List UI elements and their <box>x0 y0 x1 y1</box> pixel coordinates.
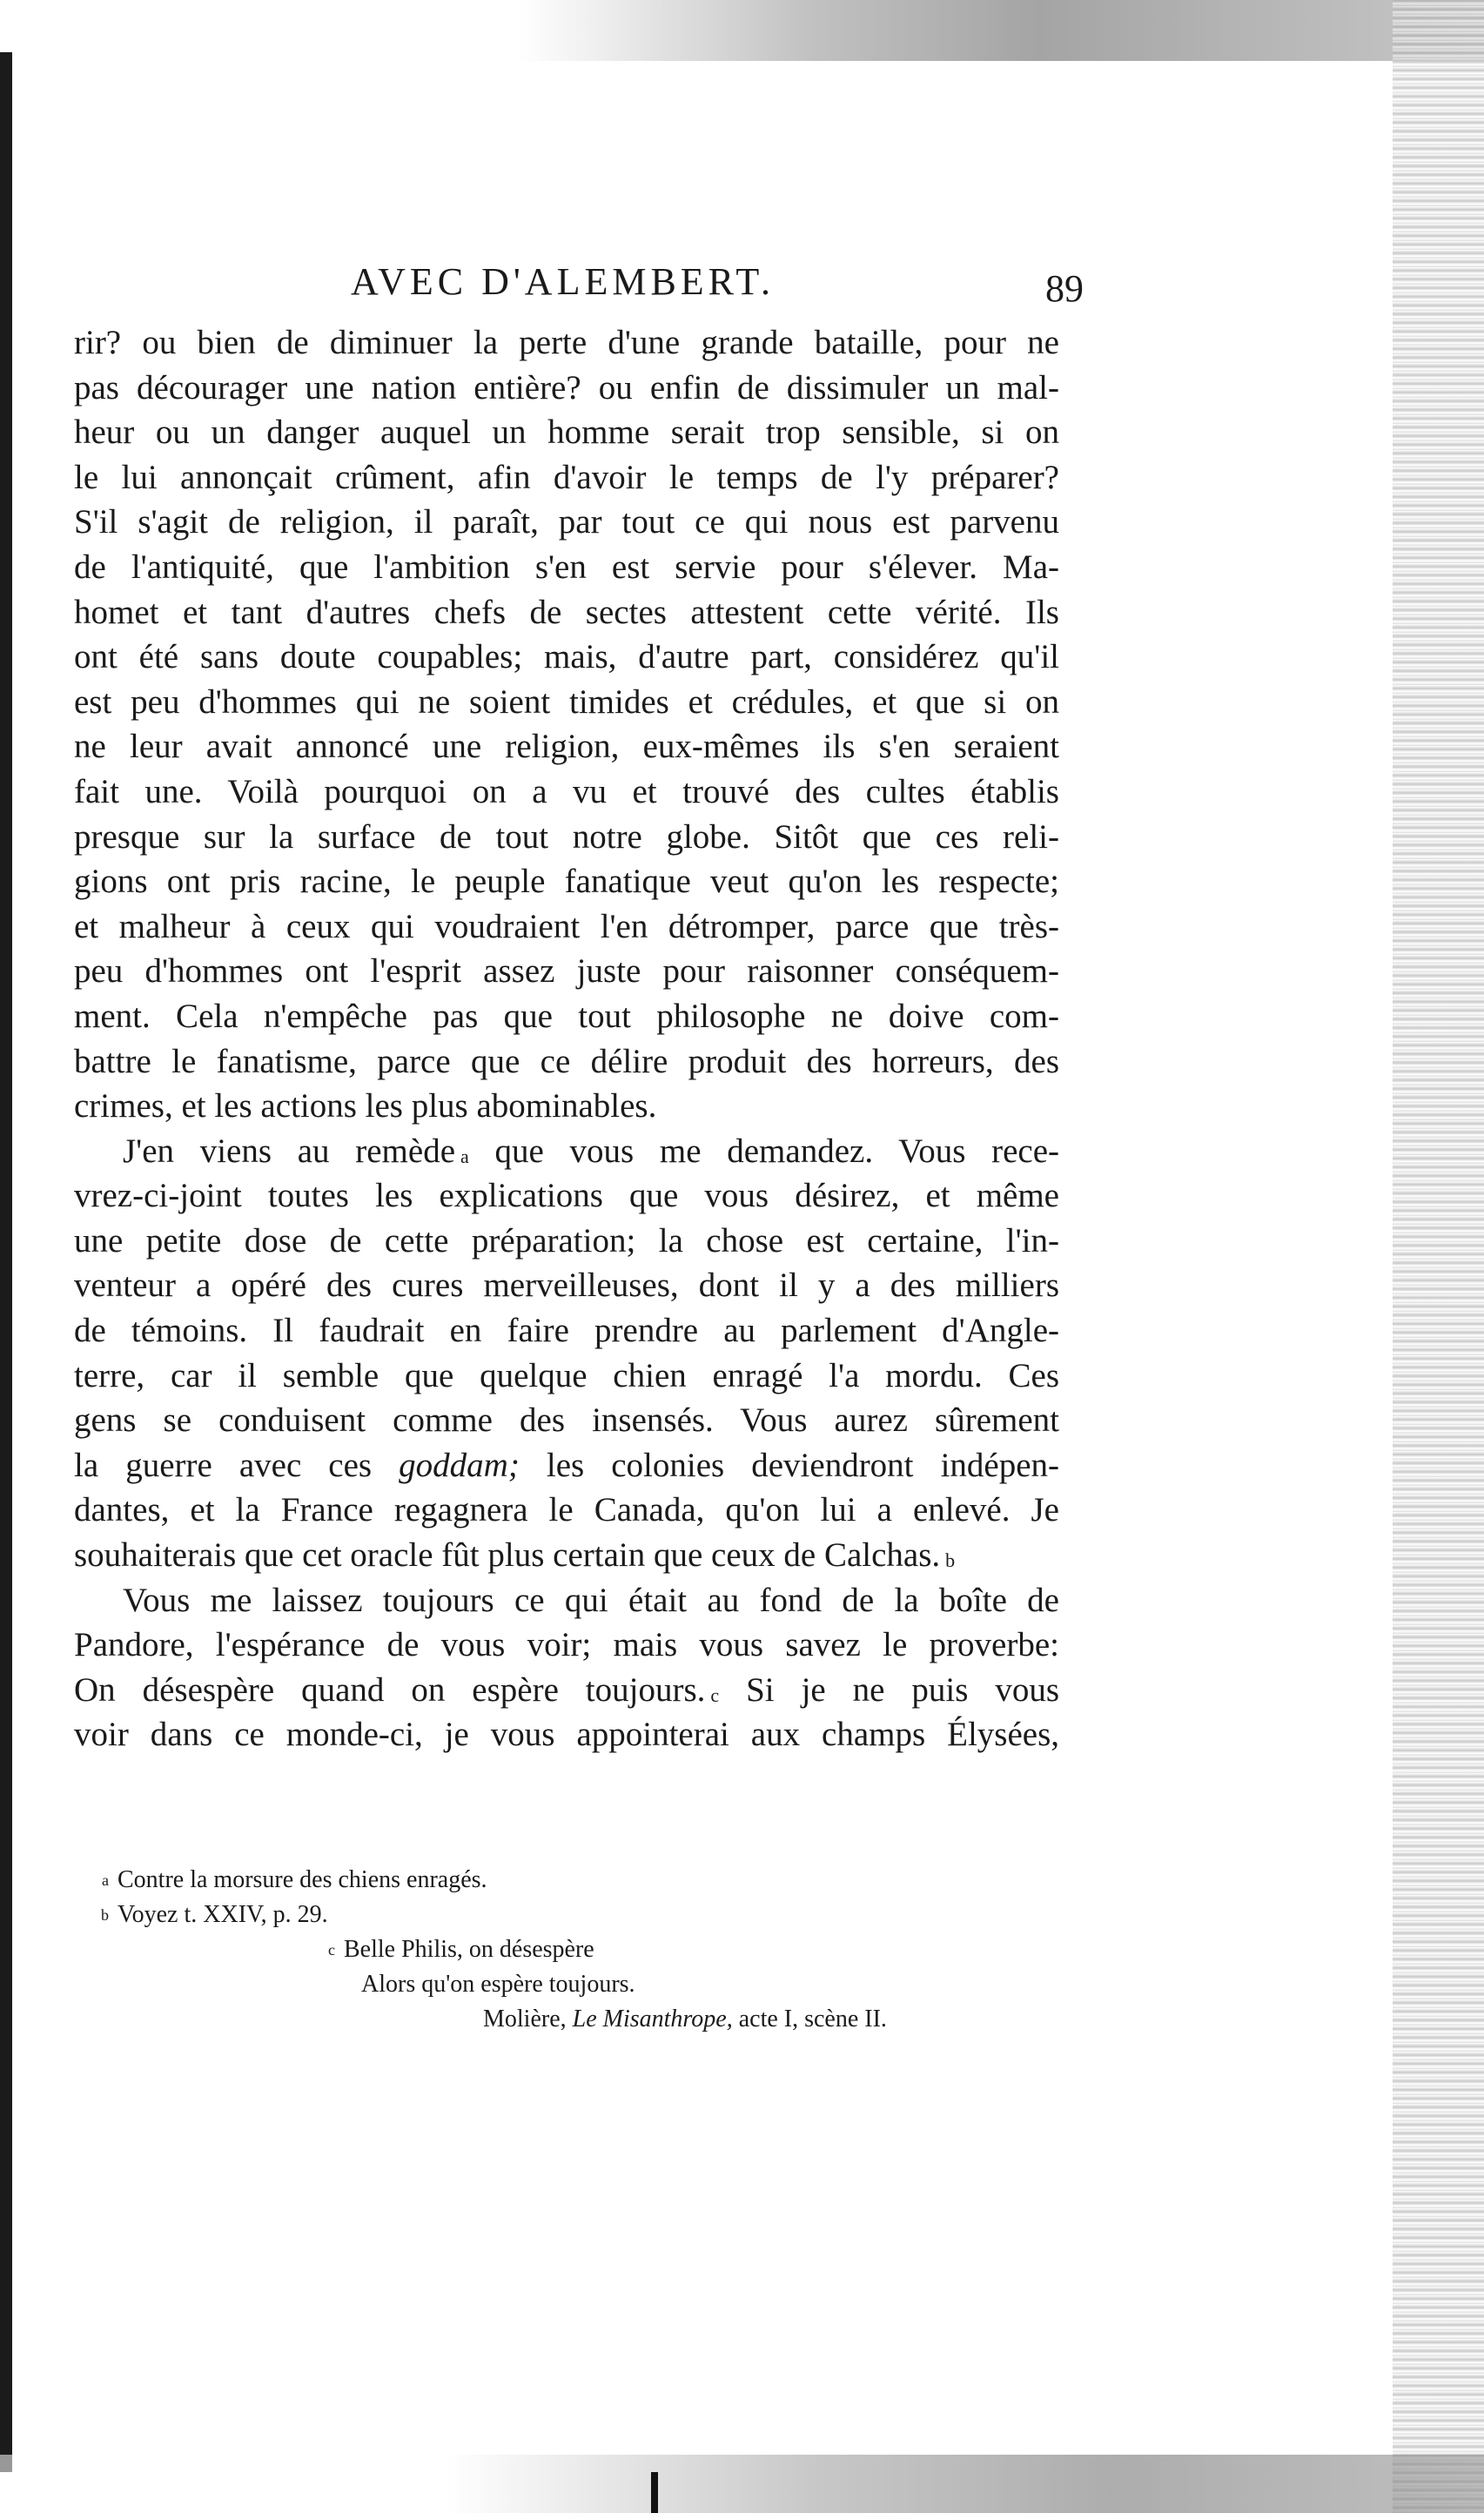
text-line: gions ont pris racine, le peuple fanatique veut qu'on les respecte; <box>74 863 1059 901</box>
footnote-verse: Belle Philis, on désespère <box>344 1936 594 1963</box>
footnote-mark: c <box>328 1941 335 1959</box>
text-fragment: J'en viens au remède <box>123 1132 456 1170</box>
footnote-text: Voyez t. XXIV, p. 29. <box>118 1901 328 1928</box>
text-line: ne leur avait annoncé une religion, eux-mêmes ils s'en seraient <box>74 728 1059 766</box>
text-line: battre le fanatisme, parce que ce délire produit des horreurs, des <box>74 1042 1059 1080</box>
body-text <box>74 320 1059 1757</box>
attribution-work: Le Misanthrope, <box>572 2006 733 2033</box>
text-line: fait une. Voilà pourquoi on a vu et trouvé des cultes établis <box>74 772 1059 810</box>
text-line: venteur a opéré des cures merveilleuses, dont il y a des milliers <box>74 1267 1059 1305</box>
footnote-mark: b <box>101 1906 109 1924</box>
text-line: vrez-ci-joint toutes les explications que vous désirez, et même <box>74 1177 1059 1215</box>
text-fragment: les colonies deviendront indépen- <box>546 1446 1060 1484</box>
paragraph-1 <box>74 320 1059 1129</box>
footnote-ref-a[interactable]: a <box>460 1145 469 1167</box>
text-line: terre, car il semble que quelque chien enragé l'a mordu. Ces <box>74 1356 1059 1394</box>
text-line: rir? ou bien de diminuer la perte d'une grande bataille, pour ne <box>74 324 1059 361</box>
text-line: Pandore, l'espérance de vous voir; mais vous savez le proverbe: <box>74 1626 1059 1664</box>
footnote-a <box>74 1863 1059 1898</box>
scan-edge-top <box>0 0 1484 61</box>
text-line: le lui annonçait crûment, afin d'avoir le temps de l'y préparer? <box>74 458 1059 496</box>
running-head <box>74 259 1084 312</box>
text-line <box>74 1129 1059 1174</box>
text-line <box>74 1668 1059 1713</box>
text-line: de témoins. Il faudrait en faire prendre au parlement d'Angle- <box>74 1312 1059 1350</box>
text-line: heur ou un danger auquel un homme serait trop sensible, si on <box>74 413 1059 452</box>
text-line: pas décourager une nation entière? ou enfin de dissimuler un mal- <box>74 368 1059 407</box>
footnote-mark: a <box>102 1871 109 1889</box>
text-line: Vous me laissez toujours ce qui était au fond de la boîte de <box>123 1581 1059 1619</box>
text-fragment: la guerre avec ces <box>74 1446 373 1484</box>
footnote-c <box>309 1932 1059 1967</box>
scan-edge-left <box>0 52 12 2472</box>
running-title: AVEC D'ALEMBERT. <box>351 260 775 303</box>
attribution-place: acte I, scène II. <box>738 2006 887 2033</box>
paragraph-3 <box>74 1578 1059 1757</box>
scan-edge-right <box>1393 0 1484 2513</box>
footnote-ref-b[interactable]: b <box>945 1549 956 1572</box>
text-line: voir dans ce monde-ci, je vous appointerai aux champs Élysées, <box>74 1716 1059 1754</box>
text-fragment: Si je ne puis vous <box>746 1670 1060 1709</box>
text-line: ment. Cela n'empêche pas que tout philosophe ne doive com- <box>74 997 1059 1035</box>
text-line: dantes, et la France regagnera le Canada, qu'on lui a enlevé. Je <box>74 1491 1059 1529</box>
text-fragment: On désespère quand on espère toujours. <box>74 1670 706 1709</box>
binding-mark <box>651 2472 658 2513</box>
text-line: crimes, et les actions les plus abominables. <box>74 1087 657 1125</box>
text-fragment: souhaiterais que cet oracle fût plus certain que ceux de Calchas. <box>74 1536 941 1575</box>
text-line: S'il s'agit de religion, il paraît, par tout ce qui nous est parvenu <box>74 503 1059 541</box>
footnotes <box>74 1863 1059 2037</box>
text-line: peu d'hommes ont l'esprit assez juste pour raisonner conséquem- <box>74 952 1059 991</box>
footnote-attribution <box>483 2002 1059 2037</box>
text-line: une petite dose de cette préparation; la chose est certaine, l'in- <box>74 1221 1059 1260</box>
scan-edge-bottom <box>0 2455 1484 2513</box>
text-line: est peu d'hommes qui ne soient timides et crédules, et que si on <box>74 682 1059 721</box>
footnote-text: Contre la morsure des chiens enragés. <box>118 1866 487 1893</box>
text-line: presque sur la surface de tout notre globe. Sitôt que ces reli- <box>74 817 1059 856</box>
italic-term: goddam; <box>399 1446 520 1484</box>
text-line: homet et tant d'autres chefs de sectes attestent cette vérité. Ils <box>74 593 1059 631</box>
text-line: et malheur à ceux qui voudraient l'en détromper, parce que très- <box>74 907 1059 945</box>
paragraph-2 <box>74 1129 1059 1578</box>
text-fragment: que vous me demandez. Vous rece- <box>494 1132 1059 1170</box>
page-number: 89 <box>1045 267 1084 310</box>
footnote-b <box>74 1898 1059 1932</box>
text-line: de l'antiquité, que l'ambition s'en est servie pour s'élever. Ma- <box>74 548 1059 586</box>
footnote-verse: Alors qu'on espère toujours. <box>361 1971 635 1998</box>
text-line <box>74 1533 1059 1578</box>
attribution-author: Molière, <box>483 2006 567 2033</box>
text-line <box>74 1443 1059 1488</box>
footnote-ref-c[interactable]: c <box>710 1683 720 1706</box>
text-line: gens se conduisent comme des insensés. Vous aurez sûrement <box>74 1401 1059 1440</box>
text-line: ont été sans doute coupables; mais, d'autre part, considérez qu'il <box>74 638 1059 676</box>
